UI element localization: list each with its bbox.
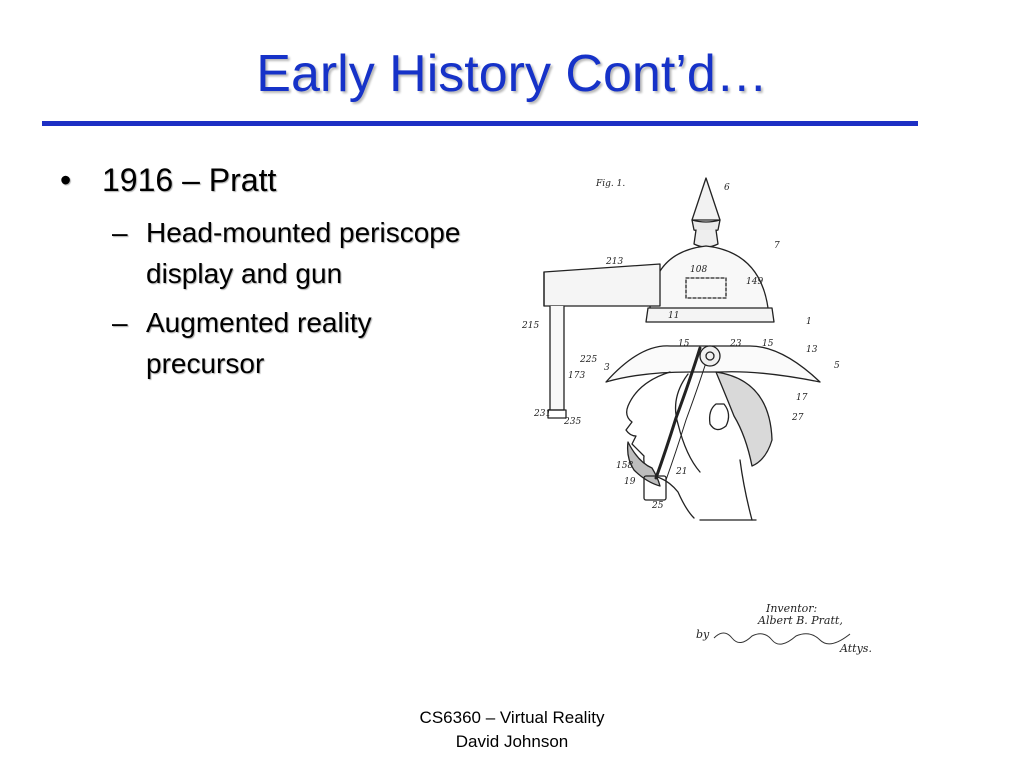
part-label: 11 [668,311,680,321]
footer-course: CS6360 – Virtual Reality [419,708,605,727]
part-label: 15 [762,339,774,349]
part-label: 27 [792,413,804,423]
part-label: 158 [616,461,634,471]
part-label: 149 [746,277,764,287]
part-label: 25 [652,501,664,511]
attorney-signature [714,633,850,644]
slide-title: Early History Cont’d… [256,45,768,103]
part-label: 19 [624,477,636,487]
part-label: 21 [676,467,688,477]
sub-bullet-list [112,212,500,384]
part-label: 213 [606,257,624,267]
bullet-text: 1916 – Pratt [102,162,277,198]
sub-bullet-text: Augmented reality precursor [146,307,372,379]
bullet-list [60,158,500,392]
sub-bullet-text: Head-mounted periscope display and gun [146,217,461,289]
part-label: 235 [564,417,582,427]
sub-bullet-marker: – [112,217,128,248]
part-label: 13 [806,345,818,355]
part-label: 173 [568,371,586,381]
title-underline [42,121,918,126]
bullet-item [60,158,500,202]
part-label: 1 [806,317,812,327]
part-label: 6 [724,183,730,193]
footer [362,706,662,754]
part-label: 3 [604,363,610,373]
part-label: 23 [730,339,742,349]
attorney-suffix: Attys. [840,642,872,655]
part-label: 215 [522,321,540,331]
part-label: 108 [690,265,708,275]
part-label: 15 [678,339,690,349]
sub-bullet-item [112,302,500,384]
footer-author: David Johnson [455,732,569,751]
patent-drawing-helmet-periscope [520,160,900,670]
part-label: 231 [534,409,552,419]
part-label: 17 [796,393,808,403]
attorney-by: by [696,628,710,641]
inventor-label: Inventor: [766,602,818,615]
part-label: 7 [774,241,780,251]
part-label: 225 [580,355,598,365]
inventor-name: Albert B. Pratt, [758,614,843,627]
sub-bullet-marker: – [112,307,128,338]
bullet-marker: • [60,162,72,198]
sub-bullet-item [112,212,500,294]
part-label: 5 [834,361,840,371]
figure-caption: Fig. 1. [596,179,626,189]
